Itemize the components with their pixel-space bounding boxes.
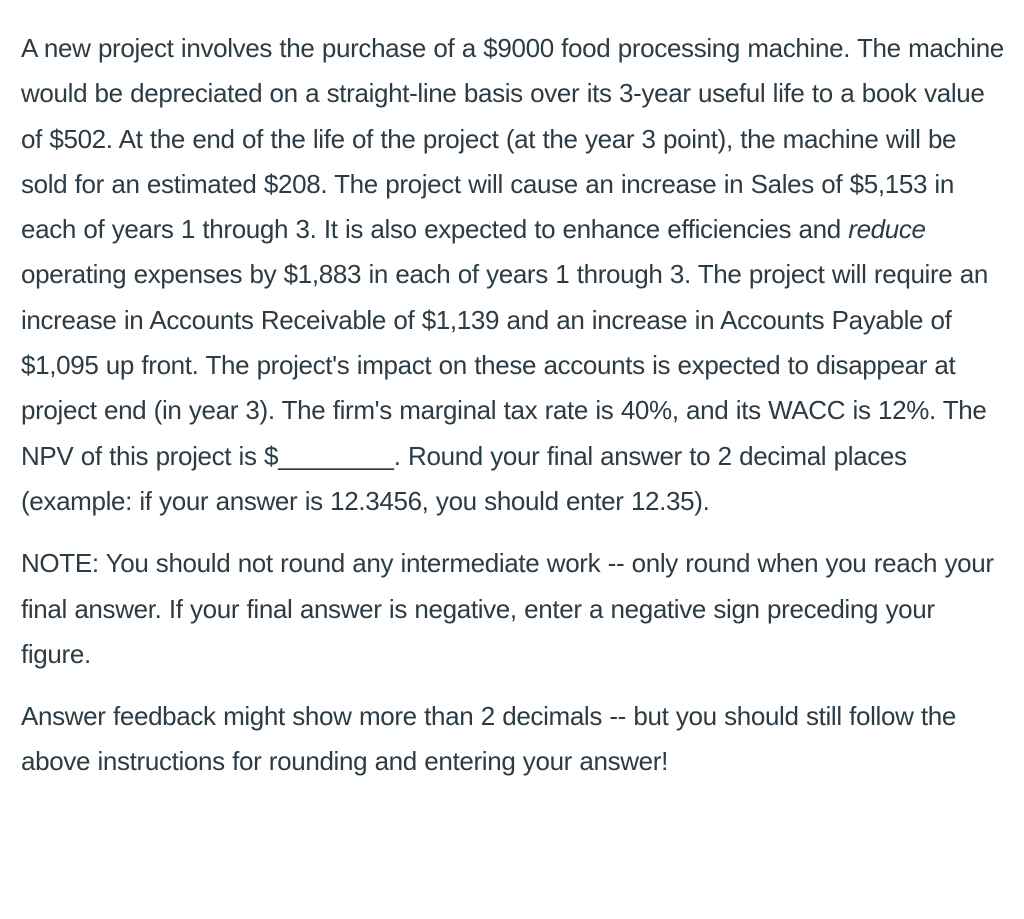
question-text-part-2: operating expenses by $1,883 in each of years 1 through 3. The project will require an increase in Accounts Receivable of $1,139 and an increase in Accounts Payable of $1,095 up front. The project's impact on these accounts is expected to disappear at project end (in year 3). The firm's marginal tax rate is 40%, and its WACC is 12%. The NPV of this project is $ <box>21 259 988 471</box>
answer-blank: ________ <box>278 440 394 471</box>
question-text-part-1: A new project involves the purchase of a $9000 food processing machine. The machine would be depreciated on a straight-line basis over its 3-year useful life to a book value of $502. At the end of the life of the project (at the year 3 point), the machine will be sold for an estimated $208. The project will cause an increase in Sales of $5,153 in each of years 1 through 3. It is also expected to enhance efficiencies and <box>21 33 1004 245</box>
question-paragraph-main <box>21 26 1006 524</box>
question-text <box>21 26 1006 785</box>
feedback-paragraph: Answer feedback might show more than 2 decimals -- but you should still follow the above instructions for rounding and entering your answer! <box>21 701 956 777</box>
note-paragraph: NOTE: You should not round any intermediate work -- only round when you reach your final answer. If your final answer is negative, enter a negative sign preceding your figure. <box>21 548 994 669</box>
question-text-part-3: . Round your final answer to 2 decimal places (example: if your answer is 12.3456, you should enter 12.35). <box>21 440 907 516</box>
emphasized-word: reduce <box>848 214 926 245</box>
